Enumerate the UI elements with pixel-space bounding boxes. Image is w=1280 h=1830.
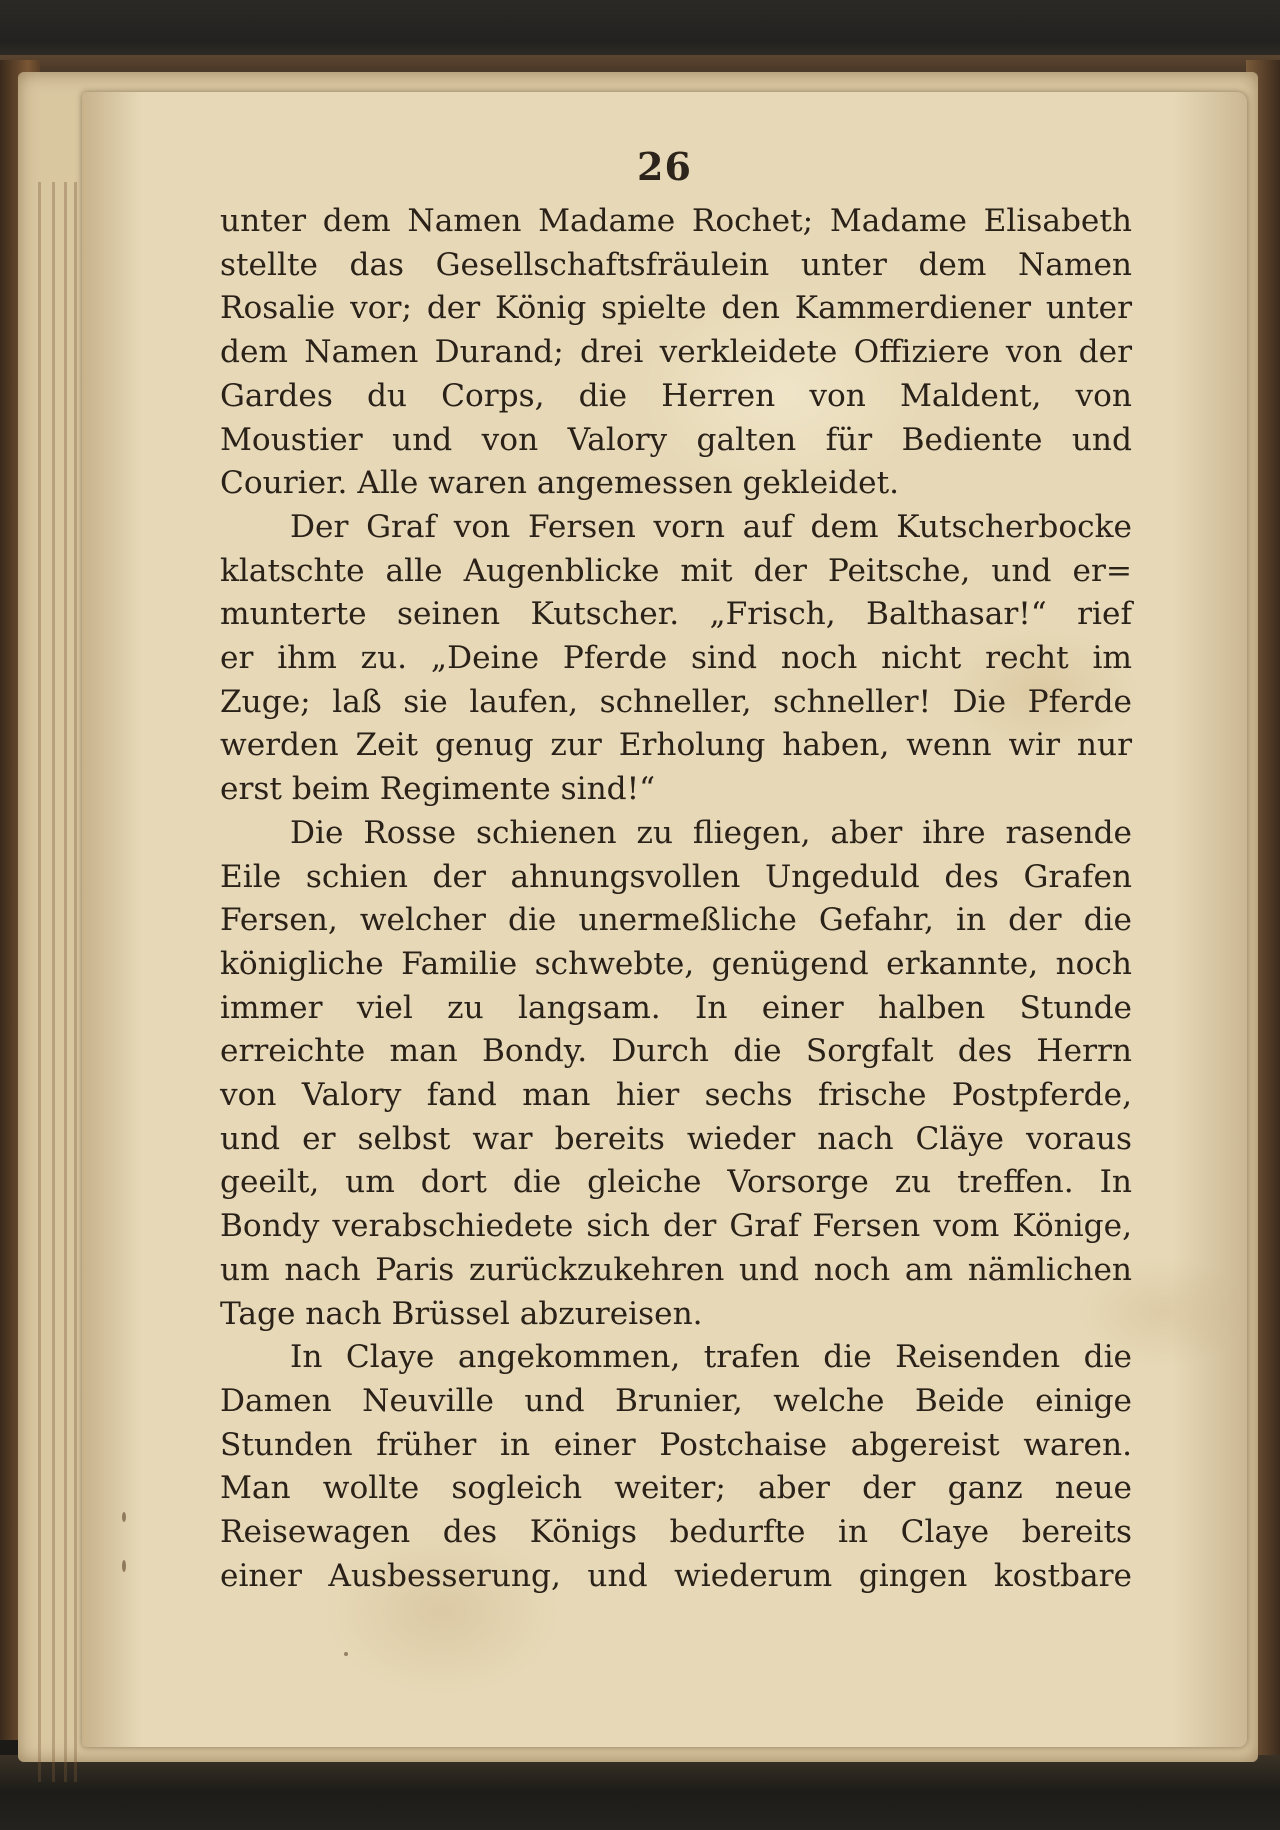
text-line: Gardes du Corps, die Herren von Maldent, von: [220, 377, 1132, 414]
text-line: unter dem Namen Madame Rochet; Madame Elisabeth: [220, 203, 1132, 239]
text-line: In Claye angekommen, trafen die Reisenden die: [290, 1339, 1132, 1376]
text-line: er ihm zu. „Deine Pferde sind noch nicht recht im: [220, 640, 1132, 677]
text-line: Bondy verabschiedete sich der Graf Fersen vom Könige,: [220, 1208, 1132, 1245]
text-line: von Valory fand man hier sechs frische Postpferde,: [220, 1077, 1132, 1114]
text-line: um nach Paris zurückzukehren und noch am nämlichen: [220, 1251, 1132, 1288]
text-line: Eile schien der ahnungsvollen Ungeduld des Grafen: [220, 858, 1132, 895]
ink-speck: [122, 1512, 126, 1522]
text-line: erreichte man Bondy. Durch die Sorgfalt des Herrn: [220, 1033, 1132, 1070]
text-line: klatschte alle Augenblicke mit der Peitsche, und er=: [220, 552, 1132, 589]
page-edge-line: [38, 182, 41, 1782]
text-line: stellte das Gesellschaftsfräulein unter dem Namen: [220, 246, 1132, 283]
text-line: immer viel zu langsam. In einer halben Stunde: [220, 989, 1132, 1026]
text-line: königliche Familie schwebte, genügend erkannte, noch: [220, 945, 1132, 982]
text-line: Fersen, welcher die unermeßliche Gefahr, in der die: [220, 902, 1132, 939]
text-line: Rosalie vor; der König spielte den Kammerdiener unter: [220, 290, 1132, 327]
text-line: dem Namen Durand; drei verkleidete Offiziere von der: [220, 334, 1132, 371]
text-line: Zuge; laß sie laufen, schneller, schneller! Die Pferde: [220, 683, 1132, 720]
text-line: Damen Neuville und Brunier, welche Beide einige: [220, 1382, 1132, 1419]
ink-speck: [344, 1652, 348, 1656]
page-edge-line: [64, 182, 67, 1782]
text-line: und er selbst war bereits wieder nach Cläye voraus: [220, 1120, 1132, 1157]
text-line: Der Graf von Fersen vorn auf dem Kutscherbocke: [290, 508, 1132, 545]
page-edge-line: [74, 182, 77, 1782]
page-number: 26: [637, 144, 692, 189]
page-edge-line: [52, 182, 55, 1782]
ink-speck: [122, 1560, 126, 1572]
text-line: Moustier und von Valory galten für Bediente und: [220, 421, 1132, 458]
book-cover-bottom: [0, 1755, 1280, 1830]
text-line: Courier. Alle waren angemessen gekleidet.: [220, 465, 900, 502]
text-line: munterte seinen Kutscher. „Frisch, Balthasar!“ rief: [220, 596, 1132, 633]
page-body-text: [220, 200, 1132, 1599]
text-line: geeilt, um dort die gleiche Vorsorge zu treffen. In: [220, 1164, 1132, 1201]
text-line: Tage nach Brüssel abzureisen.: [220, 1295, 703, 1332]
text-line: werden Zeit genug zur Erholung haben, wenn wir nur: [220, 727, 1132, 764]
text-line: erst beim Regimente sind!“: [220, 771, 656, 808]
book-page: [82, 92, 1247, 1747]
text-line: Man wollte sogleich weiter; aber der ganz neue: [220, 1470, 1132, 1507]
text-line: einer Ausbesserung, und wiederum gingen kostbare: [220, 1557, 1132, 1594]
text-line: Die Rosse schienen zu fliegen, aber ihre rasende: [290, 814, 1132, 851]
text-line: Stunden früher in einer Postchaise abgereist waren.: [220, 1426, 1132, 1463]
text-line: Reisewagen des Königs bedurfte in Claye bereits: [220, 1514, 1132, 1551]
